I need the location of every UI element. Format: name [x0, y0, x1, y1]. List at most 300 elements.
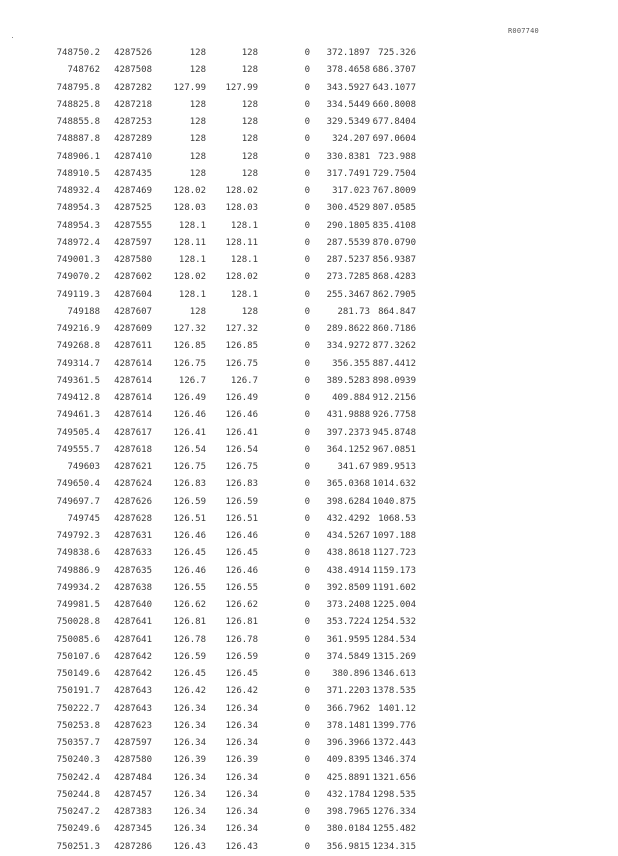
table-cell-value-a: 126.75 — [173, 358, 206, 369]
table-cell-x-coordinate: 750149.6 — [56, 669, 100, 679]
table-cell-value-c: 392.8509 — [326, 582, 370, 593]
table-cell-value-a: 126.49 — [173, 393, 206, 403]
table-cell-x-coordinate: 750028.8 — [56, 617, 100, 628]
table-cell-x-coordinate: 749886.9 — [56, 565, 100, 576]
table-row — [40, 494, 430, 511]
table-cell-value-b: 126.42 — [225, 686, 258, 697]
table-cell-value-c: 343.5927 — [326, 82, 370, 93]
table-row — [40, 166, 430, 183]
table-cell-flag: 0 — [304, 393, 310, 403]
table-cell-flag: 0 — [304, 48, 310, 58]
table-cell-x-coordinate: 749314.7 — [56, 358, 100, 369]
table-cell-y-coordinate: 4287597 — [114, 738, 152, 748]
table-cell-value-b: 126.49 — [225, 393, 258, 403]
table-cell-y-coordinate: 4287383 — [114, 807, 152, 817]
table-cell-value-a: 126.41 — [173, 427, 206, 438]
table-cell-value-b: 126.85 — [225, 341, 258, 352]
table-cell-value-b: 126.59 — [225, 496, 258, 507]
table-cell-value-a: 126.39 — [173, 755, 206, 766]
table-cell-y-coordinate: 4287631 — [114, 531, 152, 541]
table-cell-value-b: 128 — [241, 65, 258, 76]
table-cell-y-coordinate: 4287602 — [114, 272, 152, 283]
table-cell-flag: 0 — [304, 444, 310, 455]
table-cell-value-c: 281.73 — [337, 306, 370, 317]
table-cell-value-a: 128.1 — [178, 220, 206, 231]
table-cell-x-coordinate: 749001.3 — [56, 255, 100, 265]
table-row — [40, 442, 430, 459]
table-cell-value-c: 372.1897 — [326, 48, 370, 58]
table-cell-value-c: 334.5449 — [326, 99, 370, 110]
table-row — [40, 45, 430, 62]
table-cell-x-coordinate: 749555.7 — [56, 444, 100, 455]
table-cell-value-c: 273.7285 — [326, 272, 370, 283]
table-cell-x-coordinate: 748762 — [67, 65, 100, 76]
table-cell-value-a: 128 — [189, 306, 206, 317]
table-cell-value-d: 856.9387 — [372, 255, 416, 265]
table-cell-value-b: 126.75 — [225, 358, 258, 369]
table-cell-x-coordinate: 748910.5 — [56, 168, 100, 179]
table-cell-value-a: 126.59 — [173, 651, 206, 662]
table-cell-value-c: 289.8622 — [326, 324, 370, 334]
table-cell-value-a: 126.34 — [173, 720, 206, 731]
table-cell-value-b: 126.34 — [225, 720, 258, 731]
table-cell-value-c: 409.884 — [332, 393, 370, 403]
table-cell-value-b: 126.46 — [225, 410, 258, 421]
table-cell-value-c: 356.9815 — [326, 841, 370, 852]
table-cell-value-c: 434.5267 — [326, 531, 370, 541]
table-cell-x-coordinate: 749792.3 — [56, 531, 100, 541]
table-cell-value-c: 371.2203 — [326, 686, 370, 697]
table-cell-flag: 0 — [304, 807, 310, 817]
table-cell-value-b: 127.99 — [225, 82, 258, 93]
table-cell-value-d: 1225.004 — [372, 600, 416, 610]
table-row — [40, 839, 430, 856]
table-cell-flag: 0 — [304, 410, 310, 421]
table-row — [40, 649, 430, 666]
table-cell-flag: 0 — [304, 168, 310, 179]
table-cell-flag: 0 — [304, 841, 310, 852]
table-cell-value-a: 126.75 — [173, 462, 206, 472]
table-cell-value-b: 128 — [241, 168, 258, 179]
table-cell-value-b: 128.1 — [230, 255, 258, 265]
table-cell-flag: 0 — [304, 738, 310, 748]
table-cell-value-d: 1315.269 — [372, 651, 416, 662]
table-cell-flag: 0 — [304, 651, 310, 662]
table-cell-flag: 0 — [304, 496, 310, 507]
table-cell-value-b: 126.51 — [225, 513, 258, 524]
table-row — [40, 269, 430, 286]
table-cell-flag: 0 — [304, 824, 310, 835]
table-cell-flag: 0 — [304, 617, 310, 628]
table-cell-x-coordinate: 750191.7 — [56, 686, 100, 697]
table-cell-value-a: 128.03 — [173, 203, 206, 214]
table-cell-value-b: 126.39 — [225, 755, 258, 766]
table-cell-value-a: 128 — [189, 65, 206, 76]
table-cell-y-coordinate: 4287635 — [114, 565, 152, 576]
table-cell-value-b: 128.11 — [225, 237, 258, 248]
table-cell-value-b: 128 — [241, 99, 258, 110]
table-cell-x-coordinate: 748954.3 — [56, 220, 100, 231]
table-cell-value-d: 1298.535 — [372, 789, 416, 800]
table-cell-value-c: 374.5849 — [326, 651, 370, 662]
table-row — [40, 218, 430, 235]
table-cell-value-b: 126.34 — [225, 807, 258, 817]
table-row — [40, 545, 430, 562]
table-cell-y-coordinate: 4287508 — [114, 65, 152, 76]
table-cell-value-a: 126.46 — [173, 565, 206, 576]
table-cell-y-coordinate: 4287410 — [114, 151, 152, 162]
table-cell-x-coordinate: 748855.8 — [56, 117, 100, 127]
table-cell-value-a: 126.54 — [173, 444, 206, 455]
table-cell-value-c: 361.9595 — [326, 634, 370, 645]
table-cell-value-a: 126.45 — [173, 669, 206, 679]
table-cell-value-d: 723.988 — [378, 151, 416, 162]
table-cell-value-a: 126.34 — [173, 738, 206, 748]
table-cell-value-d: 1254.532 — [372, 617, 416, 628]
table-cell-x-coordinate: 749745 — [67, 513, 100, 524]
table-cell-value-a: 126.34 — [173, 772, 206, 783]
table-row — [40, 97, 430, 114]
table-cell-x-coordinate: 749268.8 — [56, 341, 100, 352]
table-cell-value-d: 807.0585 — [372, 203, 416, 214]
table-cell-value-a: 126.85 — [173, 341, 206, 352]
table-cell-flag: 0 — [304, 686, 310, 697]
scan-speck — [12, 37, 13, 38]
table-cell-value-a: 126.34 — [173, 807, 206, 817]
table-cell-y-coordinate: 4287609 — [114, 324, 152, 334]
table-cell-x-coordinate: 749412.8 — [56, 393, 100, 403]
table-cell-flag: 0 — [304, 99, 310, 110]
table-cell-y-coordinate: 4287617 — [114, 427, 152, 438]
table-cell-y-coordinate: 4287643 — [114, 703, 152, 714]
table-cell-value-b: 126.81 — [225, 617, 258, 628]
table-cell-flag: 0 — [304, 531, 310, 541]
table-cell-value-c: 364.1252 — [326, 444, 370, 455]
table-cell-value-c: 356.355 — [332, 358, 370, 369]
document-id: R007740 — [508, 27, 539, 35]
table-cell-x-coordinate: 749838.6 — [56, 548, 100, 559]
table-cell-value-b: 128.02 — [225, 272, 258, 283]
table-row — [40, 735, 430, 752]
table-cell-value-b: 126.43 — [225, 841, 258, 852]
table-cell-value-c: 341.67 — [337, 462, 370, 472]
table-cell-value-c: 378.4658 — [326, 65, 370, 76]
table-cell-y-coordinate: 4287614 — [114, 410, 152, 421]
table-row — [40, 304, 430, 321]
table-cell-flag: 0 — [304, 772, 310, 783]
table-cell-value-a: 127.99 — [173, 82, 206, 93]
table-cell-y-coordinate: 4287607 — [114, 306, 152, 317]
table-cell-x-coordinate: 750247.2 — [56, 807, 100, 817]
table-cell-y-coordinate: 4287555 — [114, 220, 152, 231]
table-cell-value-d: 877.3262 — [372, 341, 416, 352]
table-cell-value-c: 409.8395 — [326, 755, 370, 766]
table-cell-x-coordinate: 749603 — [67, 462, 100, 472]
table-cell-value-a: 128.1 — [178, 289, 206, 300]
table-cell-value-c: 432.1784 — [326, 789, 370, 800]
table-row — [40, 338, 430, 355]
table-cell-flag: 0 — [304, 789, 310, 800]
table-cell-value-c: 317.7491 — [326, 168, 370, 179]
table-row — [40, 528, 430, 545]
table-cell-value-b: 126.59 — [225, 651, 258, 662]
table-cell-value-c: 432.4292 — [326, 513, 370, 524]
table-cell-y-coordinate: 4287484 — [114, 772, 152, 783]
table-cell-value-d: 1234.315 — [372, 841, 416, 852]
table-cell-value-c: 398.6284 — [326, 496, 370, 507]
table-cell-value-d: 677.8404 — [372, 117, 416, 127]
table-row — [40, 183, 430, 200]
table-cell-value-b: 126.34 — [225, 824, 258, 835]
table-cell-value-b: 128 — [241, 134, 258, 145]
table-cell-value-a: 126.62 — [173, 600, 206, 610]
table-cell-value-d: 1284.534 — [372, 634, 416, 645]
table-row — [40, 752, 430, 769]
table-cell-value-d: 1097.188 — [372, 531, 416, 541]
table-cell-value-b: 126.75 — [225, 462, 258, 472]
table-cell-value-c: 317.023 — [332, 186, 370, 196]
table-cell-value-c: 287.5237 — [326, 255, 370, 265]
table-cell-flag: 0 — [304, 272, 310, 283]
table-cell-x-coordinate: 750253.8 — [56, 720, 100, 731]
table-cell-value-b: 126.34 — [225, 703, 258, 714]
table-cell-flag: 0 — [304, 755, 310, 766]
table-cell-flag: 0 — [304, 341, 310, 352]
table-cell-value-d: 898.0939 — [372, 375, 416, 386]
table-cell-x-coordinate: 748972.4 — [56, 237, 100, 248]
table-cell-x-coordinate: 748795.8 — [56, 82, 100, 93]
table-cell-value-b: 126.83 — [225, 479, 258, 490]
table-row — [40, 407, 430, 424]
table-cell-value-d: 1372.443 — [372, 738, 416, 748]
table-cell-value-c: 365.0368 — [326, 479, 370, 490]
table-cell-value-a: 128 — [189, 117, 206, 127]
table-cell-x-coordinate: 749361.5 — [56, 375, 100, 386]
table-cell-value-b: 126.45 — [225, 669, 258, 679]
table-cell-value-c: 255.3467 — [326, 289, 370, 300]
table-cell-value-d: 1040.875 — [372, 496, 416, 507]
table-cell-flag: 0 — [304, 669, 310, 679]
table-cell-flag: 0 — [304, 720, 310, 731]
table-cell-value-b: 126.7 — [230, 375, 258, 386]
table-cell-y-coordinate: 4287289 — [114, 134, 152, 145]
table-cell-value-d: 1378.535 — [372, 686, 416, 697]
table-cell-y-coordinate: 4287638 — [114, 582, 152, 593]
table-cell-x-coordinate: 750222.7 — [56, 703, 100, 714]
table-cell-value-b: 126.62 — [225, 600, 258, 610]
table-cell-value-a: 128 — [189, 48, 206, 58]
table-cell-flag: 0 — [304, 82, 310, 93]
table-cell-value-a: 128 — [189, 151, 206, 162]
table-cell-value-c: 397.2373 — [326, 427, 370, 438]
table-cell-value-b: 126.34 — [225, 738, 258, 748]
table-cell-flag: 0 — [304, 186, 310, 196]
table-cell-y-coordinate: 4287435 — [114, 168, 152, 179]
table-cell-x-coordinate: 748750.2 — [56, 48, 100, 58]
table-row — [40, 390, 430, 407]
table-cell-flag: 0 — [304, 462, 310, 472]
table-cell-value-d: 725.326 — [378, 48, 416, 58]
table-cell-value-a: 126.43 — [173, 841, 206, 852]
table-row — [40, 321, 430, 338]
table-cell-value-d: 729.7504 — [372, 168, 416, 179]
table-cell-y-coordinate: 4287345 — [114, 824, 152, 835]
table-cell-x-coordinate: 750107.6 — [56, 651, 100, 662]
table-cell-y-coordinate: 4287641 — [114, 634, 152, 645]
table-cell-x-coordinate: 749934.2 — [56, 582, 100, 593]
table-cell-value-a: 128 — [189, 134, 206, 145]
table-cell-flag: 0 — [304, 134, 310, 145]
table-cell-value-b: 128 — [241, 306, 258, 317]
table-cell-flag: 0 — [304, 565, 310, 576]
table-cell-value-d: 864.847 — [378, 306, 416, 317]
table-cell-value-d: 1127.723 — [372, 548, 416, 559]
table-cell-flag: 0 — [304, 600, 310, 610]
table-row — [40, 683, 430, 700]
table-cell-flag: 0 — [304, 479, 310, 490]
table-cell-value-a: 126.7 — [178, 375, 206, 386]
table-cell-flag: 0 — [304, 324, 310, 334]
table-cell-value-b: 128.03 — [225, 203, 258, 214]
table-cell-flag: 0 — [304, 237, 310, 248]
table-cell-value-d: 1321.656 — [372, 772, 416, 783]
table-cell-value-d: 926.7758 — [372, 410, 416, 421]
table-cell-flag: 0 — [304, 255, 310, 265]
table-cell-flag: 0 — [304, 358, 310, 369]
table-cell-value-a: 126.34 — [173, 703, 206, 714]
table-cell-value-c: 425.8891 — [326, 772, 370, 783]
table-cell-value-a: 128.11 — [173, 237, 206, 248]
table-cell-y-coordinate: 4287614 — [114, 375, 152, 386]
table-cell-value-a: 128.02 — [173, 186, 206, 196]
table-cell-x-coordinate: 748906.1 — [56, 151, 100, 162]
table-cell-value-d: 945.8748 — [372, 427, 416, 438]
table-cell-y-coordinate: 4287643 — [114, 686, 152, 697]
table-row — [40, 511, 430, 528]
table-row — [40, 770, 430, 787]
table-cell-y-coordinate: 4287526 — [114, 48, 152, 58]
table-cell-value-a: 126.51 — [173, 513, 206, 524]
table-cell-value-c: 334.9272 — [326, 341, 370, 352]
table-cell-value-c: 290.1805 — [326, 220, 370, 231]
table-cell-value-d: 643.1077 — [372, 82, 416, 93]
table-cell-flag: 0 — [304, 65, 310, 76]
table-row — [40, 597, 430, 614]
table-cell-value-d: 767.8009 — [372, 186, 416, 196]
table-cell-value-d: 1191.602 — [372, 582, 416, 593]
table-cell-value-a: 126.42 — [173, 686, 206, 697]
table-cell-value-d: 870.0790 — [372, 237, 416, 248]
table-cell-flag: 0 — [304, 151, 310, 162]
table-cell-x-coordinate: 749505.4 — [56, 427, 100, 438]
table-cell-x-coordinate: 749119.3 — [56, 289, 100, 300]
table-cell-value-b: 126.34 — [225, 789, 258, 800]
table-cell-x-coordinate: 748954.3 — [56, 203, 100, 214]
table-cell-y-coordinate: 4287525 — [114, 203, 152, 214]
table-cell-value-a: 126.46 — [173, 531, 206, 541]
table-cell-value-b: 126.78 — [225, 634, 258, 645]
table-cell-value-d: 835.4108 — [372, 220, 416, 231]
table-cell-value-c: 380.0184 — [326, 824, 370, 835]
table-cell-value-a: 126.34 — [173, 789, 206, 800]
data-table — [40, 45, 430, 856]
table-cell-y-coordinate: 4287641 — [114, 617, 152, 628]
table-row — [40, 718, 430, 735]
table-cell-x-coordinate: 750251.3 — [56, 841, 100, 852]
table-cell-value-a: 126.78 — [173, 634, 206, 645]
table-cell-value-c: 380.896 — [332, 669, 370, 679]
table-cell-flag: 0 — [304, 306, 310, 317]
table-cell-flag: 0 — [304, 582, 310, 593]
table-cell-x-coordinate: 750242.4 — [56, 772, 100, 783]
table-cell-value-a: 127.32 — [173, 324, 206, 334]
table-cell-value-c: 287.5539 — [326, 237, 370, 248]
table-cell-value-a: 128 — [189, 99, 206, 110]
table-row — [40, 666, 430, 683]
table-cell-value-d: 1276.334 — [372, 807, 416, 817]
table-cell-flag: 0 — [304, 513, 310, 524]
table-cell-value-b: 128.1 — [230, 220, 258, 231]
table-cell-value-d: 862.7905 — [372, 289, 416, 300]
table-cell-value-d: 1399.776 — [372, 720, 416, 731]
table-row — [40, 821, 430, 838]
table-cell-y-coordinate: 4287624 — [114, 479, 152, 490]
table-cell-x-coordinate: 750240.3 — [56, 755, 100, 766]
table-cell-x-coordinate: 749070.2 — [56, 272, 100, 283]
table-cell-x-coordinate: 748825.8 — [56, 99, 100, 110]
table-cell-value-c: 438.8618 — [326, 548, 370, 559]
table-cell-y-coordinate: 4287580 — [114, 755, 152, 766]
table-cell-y-coordinate: 4287623 — [114, 720, 152, 731]
table-cell-value-a: 126.83 — [173, 479, 206, 490]
table-cell-y-coordinate: 4287642 — [114, 651, 152, 662]
table-row — [40, 131, 430, 148]
table-cell-value-b: 126.34 — [225, 772, 258, 783]
table-cell-value-c: 353.7224 — [326, 617, 370, 628]
table-cell-value-b: 128 — [241, 117, 258, 127]
table-cell-value-c: 329.5349 — [326, 117, 370, 127]
table-cell-y-coordinate: 4287457 — [114, 789, 152, 800]
table-row — [40, 476, 430, 493]
table-cell-value-d: 1346.613 — [372, 669, 416, 679]
table-cell-value-a: 126.46 — [173, 410, 206, 421]
table-row — [40, 80, 430, 97]
table-cell-x-coordinate: 750249.6 — [56, 824, 100, 835]
table-cell-flag: 0 — [304, 289, 310, 300]
table-cell-value-c: 373.2408 — [326, 600, 370, 610]
table-cell-y-coordinate: 4287604 — [114, 289, 152, 300]
table-cell-flag: 0 — [304, 427, 310, 438]
table-cell-x-coordinate: 749981.5 — [56, 600, 100, 610]
table-row — [40, 787, 430, 804]
table-cell-value-a: 128 — [189, 168, 206, 179]
table-row — [40, 235, 430, 252]
table-cell-value-b: 128.02 — [225, 186, 258, 196]
table-cell-value-d: 1346.374 — [372, 755, 416, 766]
table-cell-x-coordinate: 750085.6 — [56, 634, 100, 645]
table-row — [40, 632, 430, 649]
table-cell-value-c: 396.3966 — [326, 738, 370, 748]
table-cell-value-d: 1255.482 — [372, 824, 416, 835]
table-cell-y-coordinate: 4287626 — [114, 496, 152, 507]
table-row — [40, 459, 430, 476]
table-cell-flag: 0 — [304, 375, 310, 386]
table-row — [40, 373, 430, 390]
table-cell-value-a: 126.55 — [173, 582, 206, 593]
table-cell-x-coordinate: 749216.9 — [56, 324, 100, 334]
table-cell-value-d: 868.4283 — [372, 272, 416, 283]
table-cell-value-b: 128.1 — [230, 289, 258, 300]
